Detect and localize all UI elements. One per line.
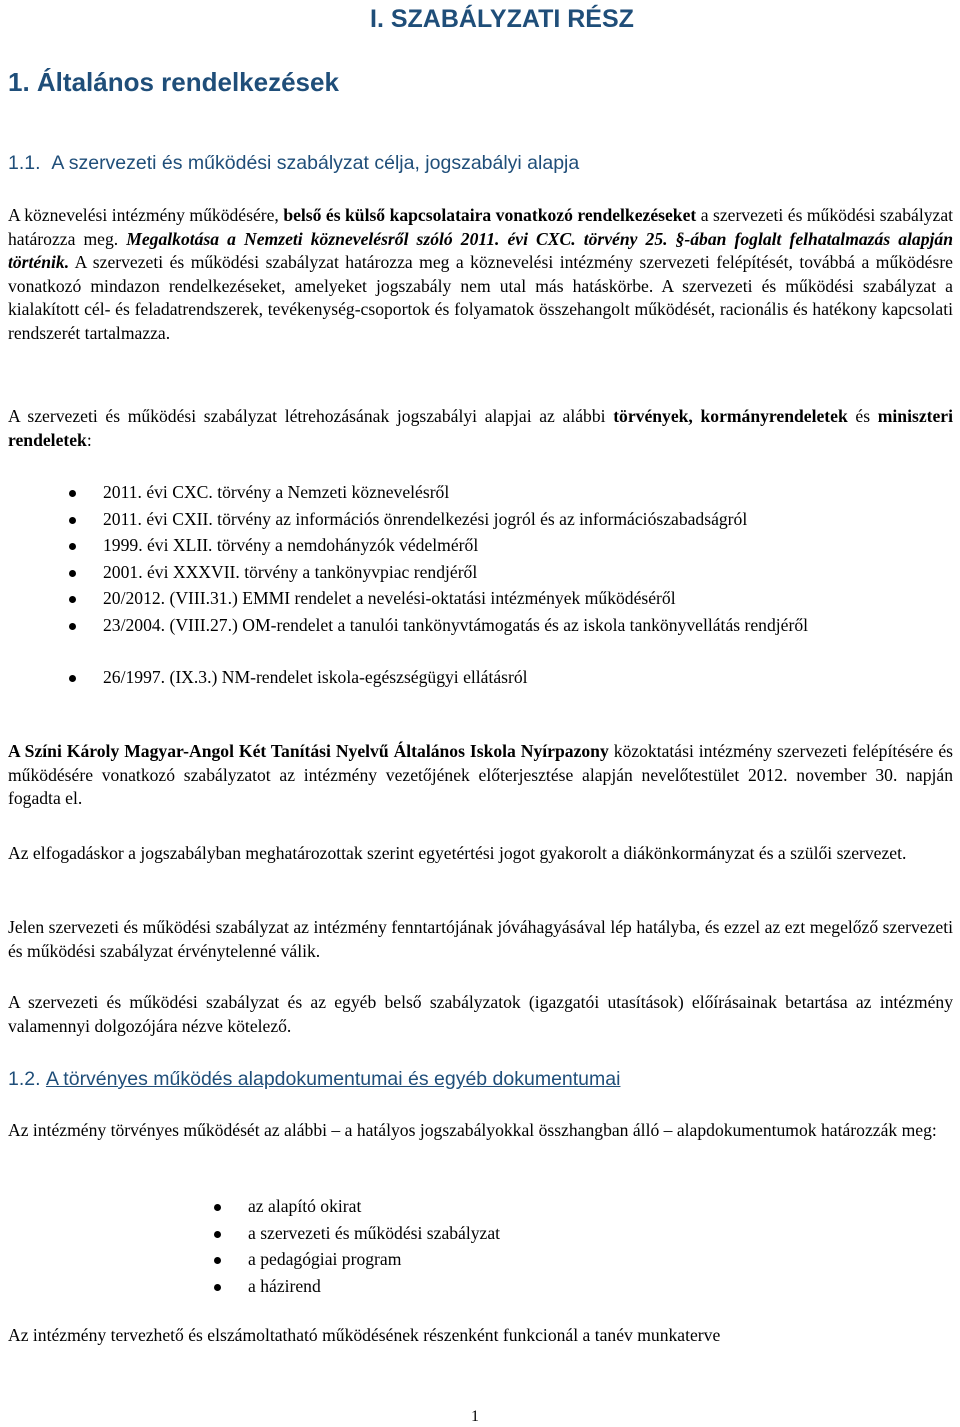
text-run: A köznevelési intézmény működésére, xyxy=(8,205,279,225)
bullet-icon xyxy=(69,570,76,577)
paragraph-base-documents: Az intézmény törvényes működését az alábbi – a hatályos jogszabályokkal összhangban álló – alapdokumentumok határozzák meg: xyxy=(8,1120,937,1140)
document-list xyxy=(214,1195,914,1301)
bullet-icon xyxy=(214,1204,221,1211)
paragraph-legal-basis xyxy=(8,405,953,452)
bullet-icon xyxy=(214,1257,221,1264)
paragraph-consent: Az elfogadáskor a jogszabályban meghatározottak szerint egyetértési jogot gyakorolt a diákönkormányzat és a szülői szervezet. xyxy=(8,843,907,863)
chapter-heading: 1. Általános rendelkezések xyxy=(8,67,339,97)
bullet-icon xyxy=(214,1231,221,1238)
list-item: 26/1997. (IX.3.) NM-rendelet iskola-egészségügyi ellátásról xyxy=(69,666,929,693)
section-title: A szervezeti és működési szabályzat célja, jogszabályi alapja xyxy=(51,152,580,174)
bullet-icon xyxy=(69,490,76,497)
bold-run: törvények, kormányrendeletek xyxy=(613,406,848,426)
section-heading-1-1 xyxy=(8,150,579,176)
text-run: közoktatási intézmény szervezeti felépítésére és működésére vonatkozó szabályzatot az intézmény vezetőjének előterjesztése alapján nevelőtestület 2012. november 30. napján fogadta el. xyxy=(8,741,953,808)
bullet-icon xyxy=(69,623,76,630)
bullet-icon xyxy=(69,543,76,550)
section-number: 1.1. xyxy=(8,152,41,174)
paragraph-entry-into-force: Jelen szervezeti és működési szabályzat az intézmény fenntartójának jóváhagyásával lép hatályba, és ezzel az ezt megelőző szervezeti és működési szabályzat érvénytelenné válik. xyxy=(8,917,953,961)
bold-run: miniszteri rendeletek xyxy=(8,406,953,450)
bullet-icon xyxy=(69,675,76,682)
list-item: 2011. évi CXC. törvény a Nemzeti köznevelésről xyxy=(69,481,929,508)
paragraph-work-plan: Az intézmény tervezhető és elszámoltatható működésének részenként funkcionál a tanév munkaterve xyxy=(8,1325,721,1345)
list-item: a pedagógiai program xyxy=(214,1248,914,1275)
text-run: A szervezeti és működési szabályzat létrehozásának jogszabályi alapjai az alábbi xyxy=(8,406,606,426)
list-item: 20/2012. (VIII.31.) EMMI rendelet a nevelési-oktatási intézmények működéséről xyxy=(69,587,929,614)
school-name: A Színi Károly Magyar-Angol Két Tanítási Nyelvű Általános Iskola Nyírpazony xyxy=(8,741,609,761)
list-item: 2001. évi XXXVII. törvény a tankönyvpiac rendjéről xyxy=(69,561,929,588)
section-number: 1.2. xyxy=(8,1068,41,1090)
list-item: 23/2004. (VIII.27.) OM-rendelet a tanulói tankönyvtámogatás és az iskola tankönyvellátás rendjéről xyxy=(69,614,893,666)
list-item: az alapító okirat xyxy=(214,1195,914,1222)
list-item: a szervezeti és működési szabályzat xyxy=(214,1222,914,1249)
part-title: I. SZABÁLYZATI RÉSZ xyxy=(370,5,634,33)
section-title: A törvényes működés alapdokumentumai és egyéb dokumentumai xyxy=(45,1068,621,1090)
text-run: a szervezeti és működési szabályzat határozza meg. xyxy=(8,205,954,249)
list-item: 2011. évi CXII. törvény az információs önrendelkezési jogról és az információszabadságról xyxy=(69,508,929,535)
page-number: 1 xyxy=(471,1408,479,1425)
bullet-icon xyxy=(69,596,76,603)
text-run: és xyxy=(855,406,871,426)
bullet-icon xyxy=(214,1284,221,1291)
list-item: a házirend xyxy=(214,1275,914,1302)
text-run: : xyxy=(86,429,92,450)
text-run: A szervezeti és működési szabályzat határozza meg a köznevelési intézmény szervezeti felépítését, továbbá a működésre vonatkozó mindazon rendelkezéseket, amelyeket jogszabály nem utal más hatáskörbe. A szervezeti és működési szabályzat a kialakított cél- és feladatrendszerek, tevékenység-csoportok és folyamatok összehangolt működését, racionális és hatékony kapcsolati rendszerét tartalmazza. xyxy=(8,252,953,343)
bold-run: belső és külső kapcsolataira vonatkozó rendelkezéseket xyxy=(283,205,697,225)
bold-italic-run: Megalkotása a Nemzeti köznevelésről szóló 2011. évi CXC. törvény 25. §-ában foglalt felhatalmazás alapján történik. xyxy=(8,228,953,272)
paragraph-purpose xyxy=(8,204,953,345)
section-heading-1-2 xyxy=(8,1066,620,1092)
paragraph-obligation: A szervezeti és működési szabályzat és az egyéb belső szabályzatok (igazgatói utasítások) előírásainak betartása az intézmény valamennyi dolgozójára nézve kötelező. xyxy=(8,992,953,1036)
law-list xyxy=(69,481,929,692)
list-item: 1999. évi XLII. törvény a nemdohányzók védelméről xyxy=(69,534,929,561)
paragraph-adoption xyxy=(8,740,953,811)
bullet-icon xyxy=(69,517,76,524)
